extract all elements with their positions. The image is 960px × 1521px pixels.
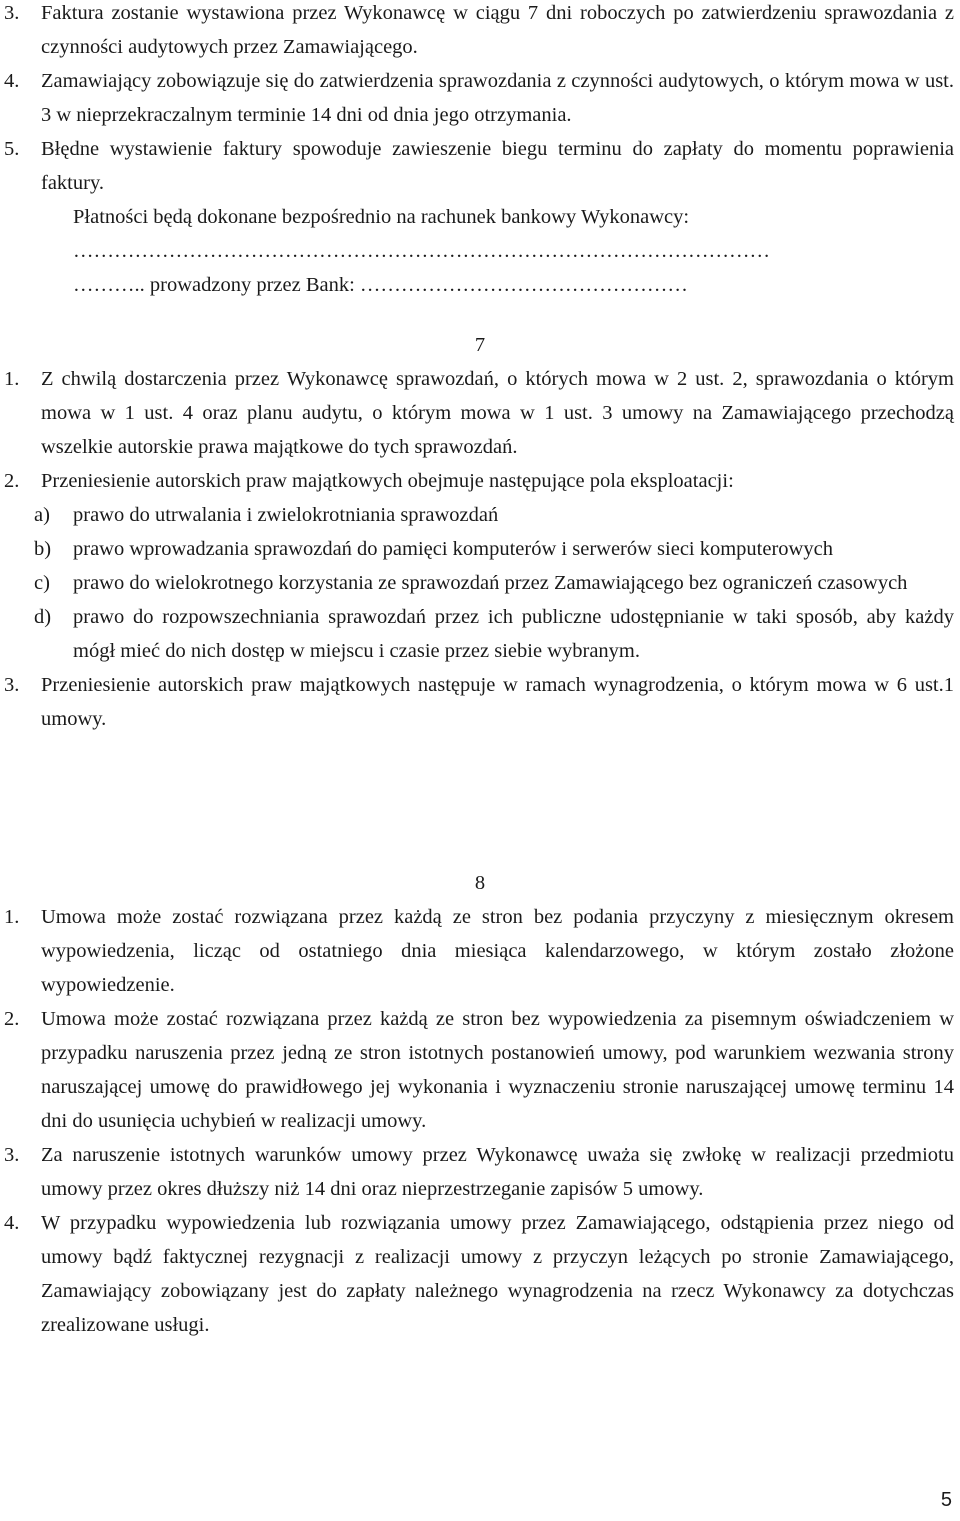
page-number: 5 [940, 1489, 952, 1511]
item-number: 1. [4, 906, 20, 928]
item-text: Zamawiający zobowiązuje się do zatwierdzenia sprawozdania z czynności audytowych, o którym mowa w ust. 3 w nieprzekraczalnym terminie 14 dni od dnia jego otrzymania. [41, 70, 954, 126]
list-item [0, 362, 954, 464]
account-number-blank: ………………………………………………………………………………………… [73, 240, 770, 262]
list-item [0, 0, 954, 64]
sub-list-item [0, 566, 954, 600]
bank-name-line: ……….. prowadzony przez Bank: ………………………………………… [73, 274, 688, 296]
item-text: W przypadku wypowiedzenia lub rozwiązania umowy przez Zamawiającego, odstąpienia przez niego od umowy bądź faktycznej rezygnacji z realizacji umowy z przyczyn leżących po stronie Zamawiającego, Zamawiający zobowiązany jest do zapłaty należnego wynagrodzenia na rzecz Wykonawcy za dotychczas zrealizowane usługi. [41, 1212, 954, 1336]
sub-list-item [0, 600, 954, 668]
payment-line: Płatności będą dokonane bezpośrednio na rachunek bankowy Wykonawcy: [73, 206, 690, 228]
item-number: 2. [4, 1008, 20, 1030]
sub-item-text: prawo do wielokrotnego korzystania ze sprawozdań przez Zamawiającego bez ograniczeń czasowych [73, 572, 908, 594]
item-number: 2. [4, 470, 20, 492]
section-heading-8: 8 [474, 872, 486, 894]
list-item [0, 1206, 954, 1342]
item-text: Za naruszenie istotnych warunków umowy przez Wykonawcę uważa się zwłokę w realizacji przedmiotu umowy przez okres dłuższy niż 14 dni oraz nieprzestrzeganie zapisów 5 umowy. [41, 1144, 954, 1200]
sub-item-letter: c) [34, 572, 50, 594]
list-item [0, 900, 954, 1002]
item-text: Z chwilą dostarczenia przez Wykonawcę sprawozdań, o których mowa w 2 ust. 2, sprawozdania o którym mowa w 1 ust. 4 oraz planu audytu, o którym mowa w 1 ust. 3 umowy na Zamawiającego przechodzą wszelkie autorskie prawa majątkowe do tych sprawozdań. [41, 368, 954, 458]
item-number: 3. [4, 2, 20, 24]
sub-list-item [0, 532, 954, 566]
list-item [0, 64, 954, 132]
section-7 [0, 328, 960, 736]
sub-item-letter: a) [34, 504, 50, 526]
sub-item-text: prawo do utrwalania i zwielokrotniania sprawozdań [73, 504, 499, 526]
section-8 [0, 866, 960, 1342]
item-number: 3. [4, 674, 20, 696]
item-number: 4. [4, 1212, 20, 1234]
sub-item-letter: b) [34, 538, 52, 560]
item-number: 4. [4, 70, 20, 92]
list-item [0, 464, 954, 498]
item-text: Błędne wystawienie faktury spowoduje zawieszenie biegu terminu do zapłaty do momentu poprawienia faktury. [41, 138, 954, 194]
sub-item-text: prawo wprowadzania sprawozdań do pamięci komputerów i serwerów sieci komputerowych [73, 538, 833, 560]
section-top [0, 0, 960, 302]
list-item [0, 1002, 954, 1138]
sub-list-item [0, 498, 954, 532]
item-text: Przeniesienie autorskich praw majątkowych następuje w ramach wynagrodzenia, o którym mowa w 6 ust.1 umowy. [41, 674, 954, 730]
item-text: Przeniesienie autorskich praw majątkowych obejmuje następujące pola eksploatacji: [41, 470, 734, 492]
list-item [0, 1138, 954, 1206]
sub-item-letter: d) [34, 606, 52, 628]
item-number: 1. [4, 368, 20, 390]
item-number: 5. [4, 138, 20, 160]
item-text: Faktura zostanie wystawiona przez Wykonawcę w ciągu 7 dni roboczych po zatwierdzeniu sprawozdania z czynności audytowych przez Zamawiającego. [41, 2, 954, 58]
item-text: Umowa może zostać rozwiązana przez każdą ze stron bez wypowiedzenia za pisemnym oświadczeniem w przypadku naruszenia przez jedną ze stron istotnych postanowień umowy, pod warunkiem wezwania strony naruszającej umowę do prawidłowego jej wykonania i wyznaczeniu stronie naruszającej umowę terminu 14 dni do usunięcia uchybień w realizacji umowy. [41, 1008, 954, 1132]
item-number: 3. [4, 1144, 20, 1166]
list-item [0, 668, 954, 736]
item-text: Umowa może zostać rozwiązana przez każdą ze stron bez podania przyczyny z miesięcznym okresem wypowiedzenia, licząc od ostatniego dnia miesiąca kalendarzowego, w którym zostało złożone wypowiedzenie. [41, 906, 954, 996]
section-heading-7: 7 [474, 334, 486, 356]
sub-item-text: prawo do rozpowszechniania sprawozdań przez ich publiczne udostępnianie w taki sposób, aby każdy mógł mieć do nich dostęp w miejscu i czasie przez siebie wybranym. [73, 606, 954, 662]
list-item [0, 132, 954, 200]
payment-paragraph [32, 200, 954, 234]
